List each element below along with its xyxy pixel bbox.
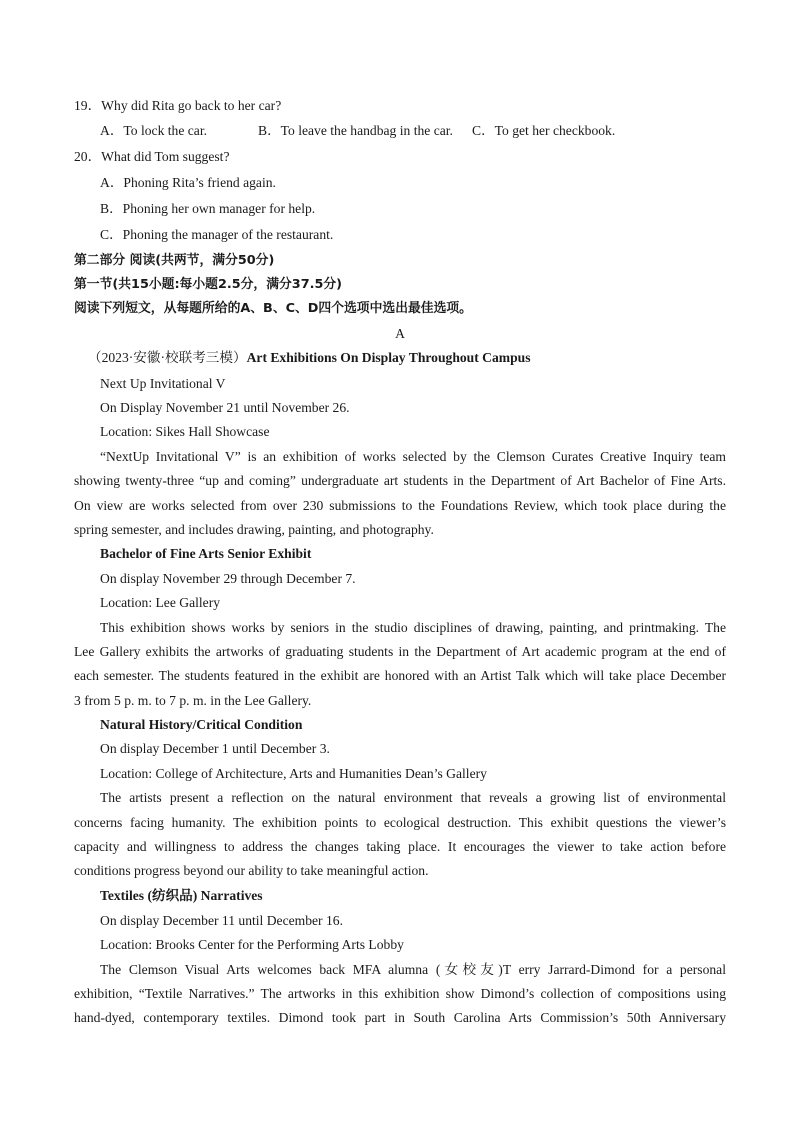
ex3-location: Location: College of Architecture, Arts and Humanities Dean’s Gallery bbox=[100, 766, 487, 781]
ex1-location: Location: Sikes Hall Showcase bbox=[100, 424, 270, 439]
ex2-paragraph-line: This exhibition shows works by seniors in the studio disciplines of drawing, painting, and printmaking. The bbox=[100, 620, 726, 635]
q20-option-b: B．Phoning her own manager for help. bbox=[100, 201, 316, 216]
ex1-paragraph-line: showing twenty-three “up and coming” undergraduate art students in the Department of Art Bachelor of Fine Arts. bbox=[74, 473, 726, 488]
q19-option-c: C．To get her checkbook. bbox=[472, 123, 616, 138]
ex1-dates: On Display November 21 until November 26. bbox=[100, 400, 350, 415]
ex2-paragraph-line: 3 from 5 p. m. to 7 p. m. in the Lee Gallery. bbox=[74, 693, 312, 708]
section-heading: 第一节(共15小题:每小题2.5分，满分37.5分) bbox=[74, 277, 343, 292]
ex3-paragraph-line: concerns facing humanity. The exhibition points to ecological destruction. This exhibit questions the viewer’s bbox=[74, 815, 726, 830]
passage-title-line bbox=[88, 348, 531, 368]
ex4-paragraph-line: The Clemson Visual Arts welcomes back MFA alumna (女校友)T erry Jarrard-Dimond for a personal bbox=[100, 962, 726, 977]
ex1-name: Next Up Invitational V bbox=[100, 376, 226, 391]
ex3-paragraph-line: conditions progress beyond our ability to take meaningful action. bbox=[74, 863, 429, 878]
ex4-location: Location: Brooks Center for the Performing Arts Lobby bbox=[100, 937, 404, 952]
passage-label: A bbox=[395, 326, 405, 341]
q20-question: 20．What did Tom suggest? bbox=[74, 149, 230, 164]
ex3-dates: On display December 1 until December 3. bbox=[100, 741, 330, 756]
ex2-name: Bachelor of Fine Arts Senior Exhibit bbox=[100, 546, 312, 561]
passage-source: （2023·安徽·校联考三模） bbox=[88, 350, 247, 365]
ex3-paragraph-line: capacity and willingness to address the changes taking place. It encourages the viewer to take action before bbox=[74, 839, 726, 854]
ex3-paragraph-line: The artists present a reflection on the natural environment that reveals a growing list of environmental bbox=[100, 790, 726, 805]
q19-option-b: B．To leave the handbag in the car. bbox=[258, 123, 453, 138]
reading-instruction: 阅读下列短文，从每题所给的A、B、C、D四个选项中选出最佳选项。 bbox=[74, 301, 472, 316]
ex2-paragraph-line: each semester. The students featured in the exhibit are honored with an Artist Talk which will take place December bbox=[74, 668, 726, 683]
q19-option-a: A．To lock the car. bbox=[100, 123, 208, 138]
ex4-dates: On display December 11 until December 16. bbox=[100, 913, 343, 928]
ex2-paragraph-line: Lee Gallery exhibits the artworks of graduating students in the Department of Art academic program at the end of bbox=[74, 644, 726, 659]
ex1-paragraph-line: “NextUp Invitational V” is an exhibition of works selected by the Clemson Curates Creative Inquiry team bbox=[100, 449, 726, 464]
ex4-paragraph-line: exhibition, “Textile Narratives.” The artworks in this exhibition show Dimond’s collection of compositions using bbox=[74, 986, 726, 1001]
ex2-location: Location: Lee Gallery bbox=[100, 595, 221, 610]
q20-option-c: C．Phoning the manager of the restaurant. bbox=[100, 227, 334, 242]
ex2-dates: On display November 29 through December 7. bbox=[100, 571, 356, 586]
q19-question: 19．Why did Rita go back to her car? bbox=[74, 98, 282, 113]
ex4-name: Textiles (纺织品) Narratives bbox=[100, 888, 263, 903]
ex3-name: Natural History/Critical Condition bbox=[100, 717, 303, 732]
ex1-paragraph-line: spring semester, and includes drawing, painting, and photography. bbox=[74, 522, 434, 537]
q20-option-a: A．Phoning Rita’s friend again. bbox=[100, 175, 276, 190]
passage-title: Art Exhibitions On Display Throughout Campus bbox=[246, 350, 531, 365]
ex1-paragraph-line: On view are works selected from over 230 submissions to the Foundations Review, which took place during the bbox=[74, 498, 726, 513]
part-heading: 第二部分 阅读(共两节，满分50分) bbox=[74, 253, 275, 268]
ex4-paragraph-line: hand-dyed, contemporary textiles. Dimond took part in South Carolina Arts Commission’s 50th Anniversary bbox=[74, 1010, 726, 1025]
